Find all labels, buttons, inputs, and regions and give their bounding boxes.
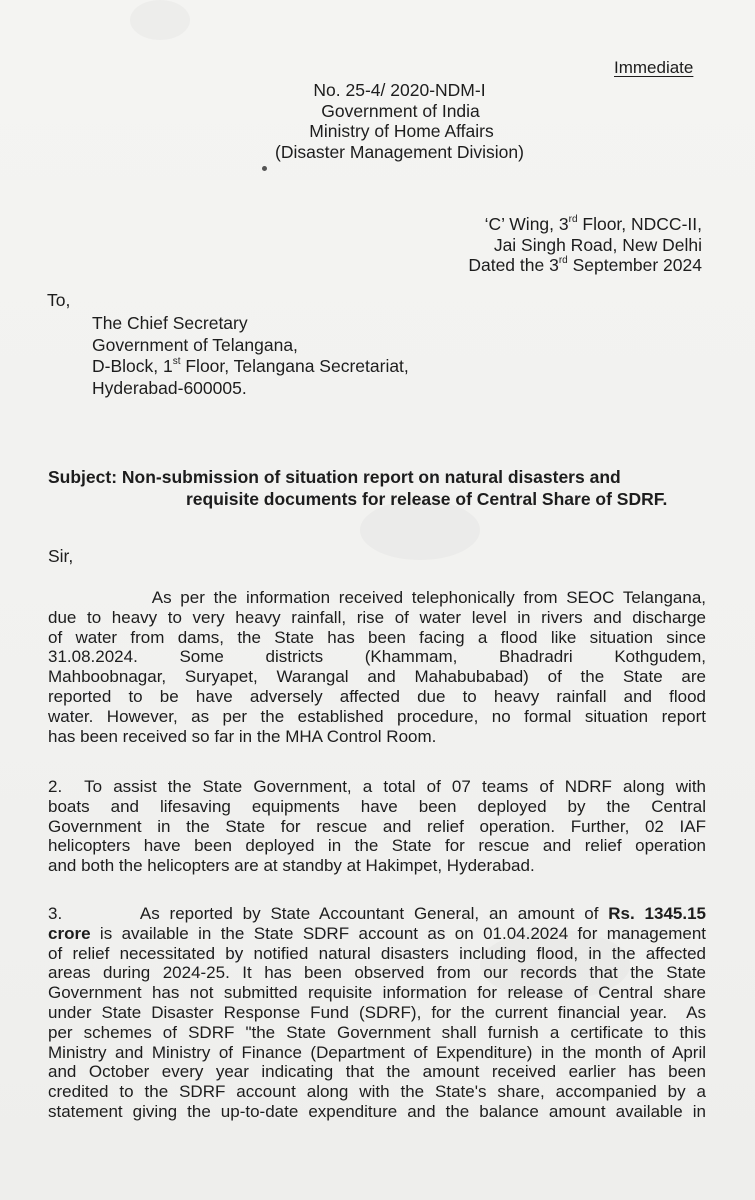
paragraph-line: Mahboobnagar, Suryapet, Warangal and Mahabubabad) of the State are bbox=[48, 667, 706, 687]
paragraph-line: has been received so far in the MHA Control Room. bbox=[48, 726, 437, 746]
paragraph-line: Government has not submitted requisite information for release of Central share bbox=[48, 983, 706, 1003]
paragraph-line: Government in the State for rescue and relief operation. Further, 02 IAF bbox=[48, 816, 706, 836]
paragraph-line: Ministry and Ministry of Finance (Department of Expenditure) in the month of April bbox=[48, 1042, 706, 1062]
punch-mark bbox=[262, 166, 267, 171]
paragraph-line: and both the helicopters are at standby at Hakimpet, Hyderabad. bbox=[48, 856, 535, 876]
paragraph-line: 2. To assist the State Government, a total of 07 teams of NDRF along with bbox=[48, 777, 706, 796]
paragraph-line: 31.08.2024. Some districts (Khammam, Bhadradri Kothgudem, bbox=[48, 647, 706, 667]
paragraph-line: 3. As reported by State Accountant General, an amount of Rs. 1345.15 bbox=[48, 904, 707, 923]
recipient-city: Hyderabad-600005. bbox=[92, 377, 247, 398]
scan-smudge bbox=[130, 0, 190, 40]
recipient-address bbox=[92, 313, 409, 399]
priority-marker: Immediate bbox=[614, 58, 694, 77]
to-label: To, bbox=[47, 290, 71, 310]
paragraph-2 bbox=[48, 777, 706, 876]
paragraph-line: of relief necessitated by notified natural disasters including flood, in the affected bbox=[48, 943, 706, 963]
paragraph-line: credited to the SDRF account along with the State's share, accompanied by a bbox=[48, 1082, 706, 1102]
letter-date: Dated the 3rd September 2024 bbox=[468, 255, 702, 275]
paragraph-line: As per the information received telephonically from SEOC Telangana, bbox=[48, 588, 706, 607]
paragraph-line: per schemes of SDRF "the State Government shall furnish a certificate to this bbox=[48, 1022, 706, 1042]
paragraph-1 bbox=[48, 588, 706, 746]
government-name: Government of India bbox=[321, 100, 480, 121]
paragraph-line: statement giving the up-to-date expenditure and the balance amount available in bbox=[48, 1101, 706, 1121]
division-name: (Disaster Management Division) bbox=[275, 141, 524, 162]
paragraph-line: reported to be have adversely affected due to heavy rainfall and flood bbox=[48, 686, 706, 706]
paragraph-line: helicopters have been deployed in the State for rescue and relief operation bbox=[48, 836, 706, 856]
salutation: Sir, bbox=[48, 546, 74, 566]
paragraph-line: boats and lifesaving equipments have been deployed by the Central bbox=[48, 796, 706, 816]
recipient-street: D-Block, 1st Floor, Telangana Secretariat, bbox=[92, 356, 409, 376]
file-number: No. 25-4/ 2020-NDM-I bbox=[313, 80, 486, 100]
recipient-title: The Chief Secretary bbox=[92, 313, 248, 333]
subject-line: Subject: Non-submission of situation report on natural disasters and requisite documents for release of Central Share of SDRF. bbox=[48, 467, 668, 509]
paragraph-line: of water from dams, the State has been facing a flood like situation since bbox=[48, 627, 706, 647]
paragraph-line: water. However, as per the established procedure, no formal situation report bbox=[48, 706, 706, 726]
address-line-2: Jai Singh Road, New Delhi bbox=[493, 234, 702, 255]
paragraph-line: and October every year indicating that the amount received earlier has been bbox=[48, 1062, 706, 1082]
paragraph-line: areas during 2024-25. It has been observed from our records that the State bbox=[48, 963, 706, 983]
paragraph-line: under State Disaster Response Fund (SDRF), for the current financial year. As bbox=[48, 1002, 706, 1022]
recipient-org: Government of Telangana, bbox=[92, 334, 298, 355]
paragraph-3 bbox=[48, 904, 706, 1122]
address-line-1: ‘C’ Wing, 3rd Floor, NDCC-II, bbox=[484, 214, 702, 234]
paragraph-line: crore is available in the State SDRF account as on 01.04.2024 for management bbox=[48, 923, 706, 943]
paragraph-line: due to heavy to very heavy rainfall, rise of water level in rivers and discharge bbox=[48, 607, 706, 627]
sender-address bbox=[468, 214, 702, 276]
ministry-name: Ministry of Home Affairs bbox=[309, 121, 494, 141]
letter-header bbox=[0, 80, 755, 162]
